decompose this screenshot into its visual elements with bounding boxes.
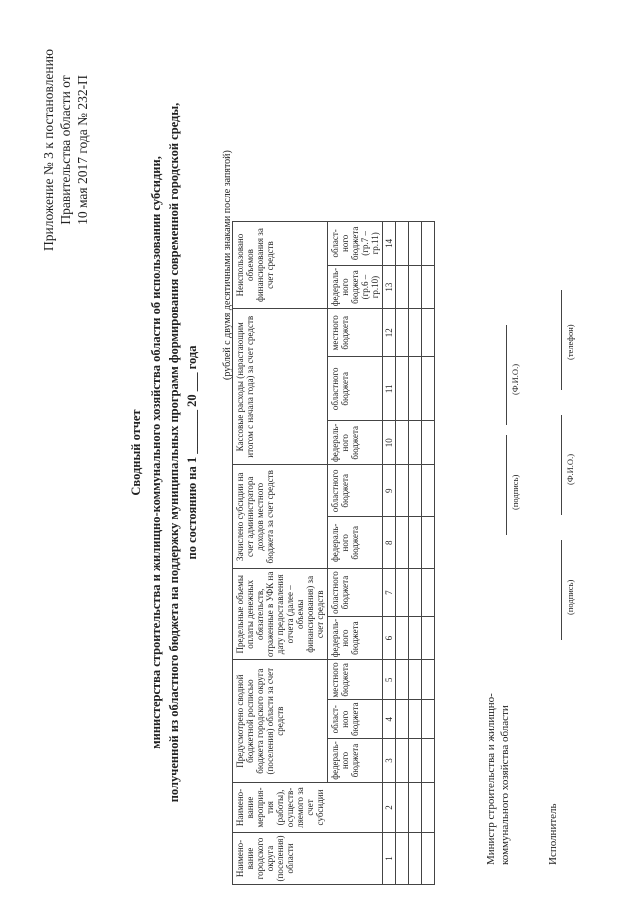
appendix-line-1: Приложение № 3 к постановлению [41,49,56,251]
name-caption: (Ф.И.О.) [565,453,575,485]
header-unused: Неиспользовано объемов финансирования за счет средств [233,221,328,308]
column-number: 8 [383,517,396,569]
subheader-local: местного бюджета [328,309,383,357]
table-row [409,221,422,884]
column-number: 12 [383,309,396,357]
appendix-block [40,20,91,280]
units-note: (рублей с двумя десятичными знаками после запятой) [222,150,233,380]
phone-caption: (телефон) [565,324,575,360]
executor-name-line [561,415,562,515]
report-title-line-3: полученной из областного бюджета на поддержку муниципальных программ формирования современной городской среды, [167,102,181,803]
appendix-line-2: Правительства области от [58,75,73,225]
header-planned: Предусмотрено сводной бюджетной росписью бюджета городского округа (поселения) области за счет средств [233,660,328,783]
report-title: Сводный отчет [129,409,143,496]
column-number: 2 [383,783,396,833]
minister-name-line [506,325,507,425]
subheader-unused-regional: област-ного бюджета (гр.7 – гр.11) [328,221,383,265]
column-number: 10 [383,421,396,465]
header-row [233,221,328,884]
subheader-regional: областного бюджета [328,357,383,421]
header-financing-limits: Предельные объемы оплаты денежных обязательств, отраженные в УФК на дату предоставления отчета (далее – объемы финансирования) за счет средств [233,569,328,660]
subheader-regional: областного бюджета [328,465,383,517]
column-number: 1 [383,833,396,885]
subheader-regional: областного бюджета [328,569,383,617]
column-number: 9 [383,465,396,517]
column-number: 7 [383,569,396,617]
signature-caption: (подпись) [565,579,575,615]
executor-phone-line [561,290,562,390]
header-credited: Зачислено субсидии на счет администратора доходов местного бюджета за счет средств [233,465,328,569]
report-title-line-4: по состоянию на 1 _______ 20 ___ года [185,345,199,560]
appendix-line-3: 10 мая 2017 года № 232-П [75,75,90,225]
executor-signature-line [561,540,562,640]
column-number: 5 [383,660,396,700]
signature-caption: (подпись) [510,474,520,510]
subheader-federal: федераль-ного бюджета [328,517,383,569]
name-caption: (Ф.И.О.) [510,363,520,395]
column-number: 4 [383,700,396,739]
column-number: 13 [383,265,396,308]
subheader-regional: област-ного бюджета [328,700,383,739]
column-number-row [383,221,396,884]
header-district: Наимено-вание городского округа (поселения) области [233,833,383,885]
column-number: 11 [383,357,396,421]
column-number: 6 [383,616,396,659]
column-number: 14 [383,221,396,265]
column-number: 3 [383,739,396,783]
header-activity: Наимено-вание мероприя-тия (работы), осуществ-ляемого за счет субсидии [233,783,383,833]
table-row [396,221,409,884]
report-table [232,221,435,885]
minister-signature-line [506,435,507,535]
subheader-federal: федераль-ного бюджета [328,616,383,659]
subheader-federal: федераль-ного бюджета [328,739,383,783]
minister-signature-block [484,693,512,865]
subheader-federal: федераль-ного бюджета [328,421,383,465]
executor-label: Исполнитель [547,803,559,865]
subheader-unused-federal: федераль-ного бюджета (гр.6 – гр.10) [328,265,383,308]
table-row [422,221,435,884]
report-title-line-2: министерства строительства и жилищно-коммунального хозяйства области об использовании субсидии, [149,156,163,749]
minister-title-line-2: коммунального хозяйства области [499,705,511,865]
subheader-local: местного бюджета [328,660,383,700]
minister-title-line-1: Министр строительства и жилищно- [485,693,497,865]
header-cash-expenses: Кассовые расходы (нарастающим итогом с начала года) за счет средств [233,309,328,465]
